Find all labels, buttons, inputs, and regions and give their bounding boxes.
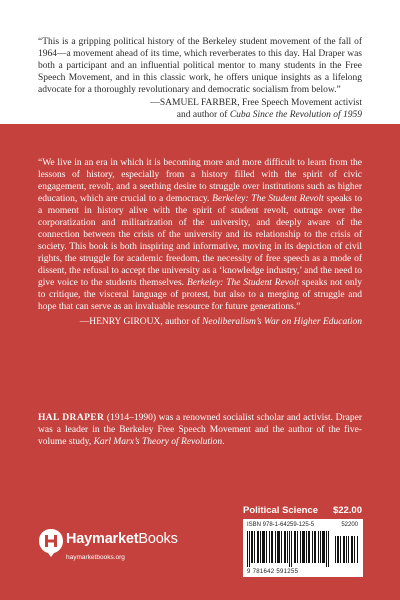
author-bio: [38, 412, 362, 448]
barcode-bars: [247, 531, 359, 567]
barcode: [243, 519, 363, 577]
attribution-prefix: —HENRY GIROUX, author of: [79, 317, 203, 327]
publisher-name-regular: Books: [138, 531, 178, 547]
blurb-giroux-text: [38, 157, 362, 313]
category-label: Political Science: [243, 505, 318, 516]
blurb-giroux-part-3: speaks not only to critique, the visceral language of protest, but also to a merging of struggle and hope that can serve as an invaluable resource for future generations.”: [38, 278, 363, 312]
book-title-inline: Berkeley: The Student Revolt: [186, 278, 299, 288]
blurb-giroux-attribution: [38, 316, 362, 328]
blurb-farber-attribution: —SAMUEL FARBER, Free Speech Movement activist: [150, 98, 362, 108]
publisher-name: [66, 531, 178, 547]
isbn-text: ISBN 978-1-64259-125-5: [247, 522, 315, 528]
bio-end: .: [222, 437, 225, 447]
price-addon-number: 52200: [341, 522, 358, 528]
author-bio-text: (1914–1990) was a renowned socialist scholar and activist. Draper was a leader in the Berkeley Free Speech Movement and the author of the five-volume study,: [38, 413, 362, 447]
blurb-farber-text: “This is a gripping political history of the Berkeley student movement of the fall of 1964—a movement ahead of its time, which reverberates to this day. Hal Draper was both a participant and an influential political mentor to many students in the Free Speech Movement, and in this classic work, he offers unique insights as a lifelong advocate for a thoroughly revolutionary and democratic socialism from below.”: [38, 37, 362, 95]
attribution-book-title: Neoliberalism’s War on Higher Education: [202, 317, 362, 327]
publisher-url: haymarketbooks.org: [66, 554, 125, 561]
book-title-inline: Berkeley: The Student Revolt: [212, 194, 324, 204]
author-name: HAL DRAPER: [38, 413, 105, 423]
haymarket-logo-icon: [38, 528, 64, 558]
blurb-farber-attribution-2: [38, 109, 362, 121]
attribution-prefix: and author of: [176, 110, 230, 120]
publisher-name-bold: Haymarket: [66, 531, 139, 547]
blurb-giroux-part-2: speaks to a moment in history alive with the spirit of student revolt, outrage over the corporatization and militarization of the university, and deeply aware of the connection between the crisis of the university and its relationship to the crisis of society. This book is both inspiring and informative, moving in its depiction of civil rights, the struggle for academic freedom, the necessity of free speech as a mode of dissent, the refusal to accept the university as a ‘knowledge industry,’ and the need to give voice to the students themselves.: [38, 194, 362, 288]
blurb-giroux: [38, 157, 362, 328]
blurb-farber: [38, 36, 362, 121]
barcode-digits: 9 781642 591255: [247, 569, 299, 575]
top-quote-panel: [0, 0, 400, 124]
author-book-title: Karl Marx’s Theory of Revolution: [93, 437, 223, 447]
price-label: $22.00: [332, 505, 362, 516]
blurb-giroux-part-1: “We live in an era in which it is becoming more and more difficult to learn from the lessons of history, especially from a history filled with the spirit of civic engagement, revolt, and a seething desire to struggle over institutions such as higher education, which are crucial to a democracy.: [38, 158, 362, 204]
attribution-book-title: Cuba Since the Revolution of 1959: [229, 110, 362, 120]
